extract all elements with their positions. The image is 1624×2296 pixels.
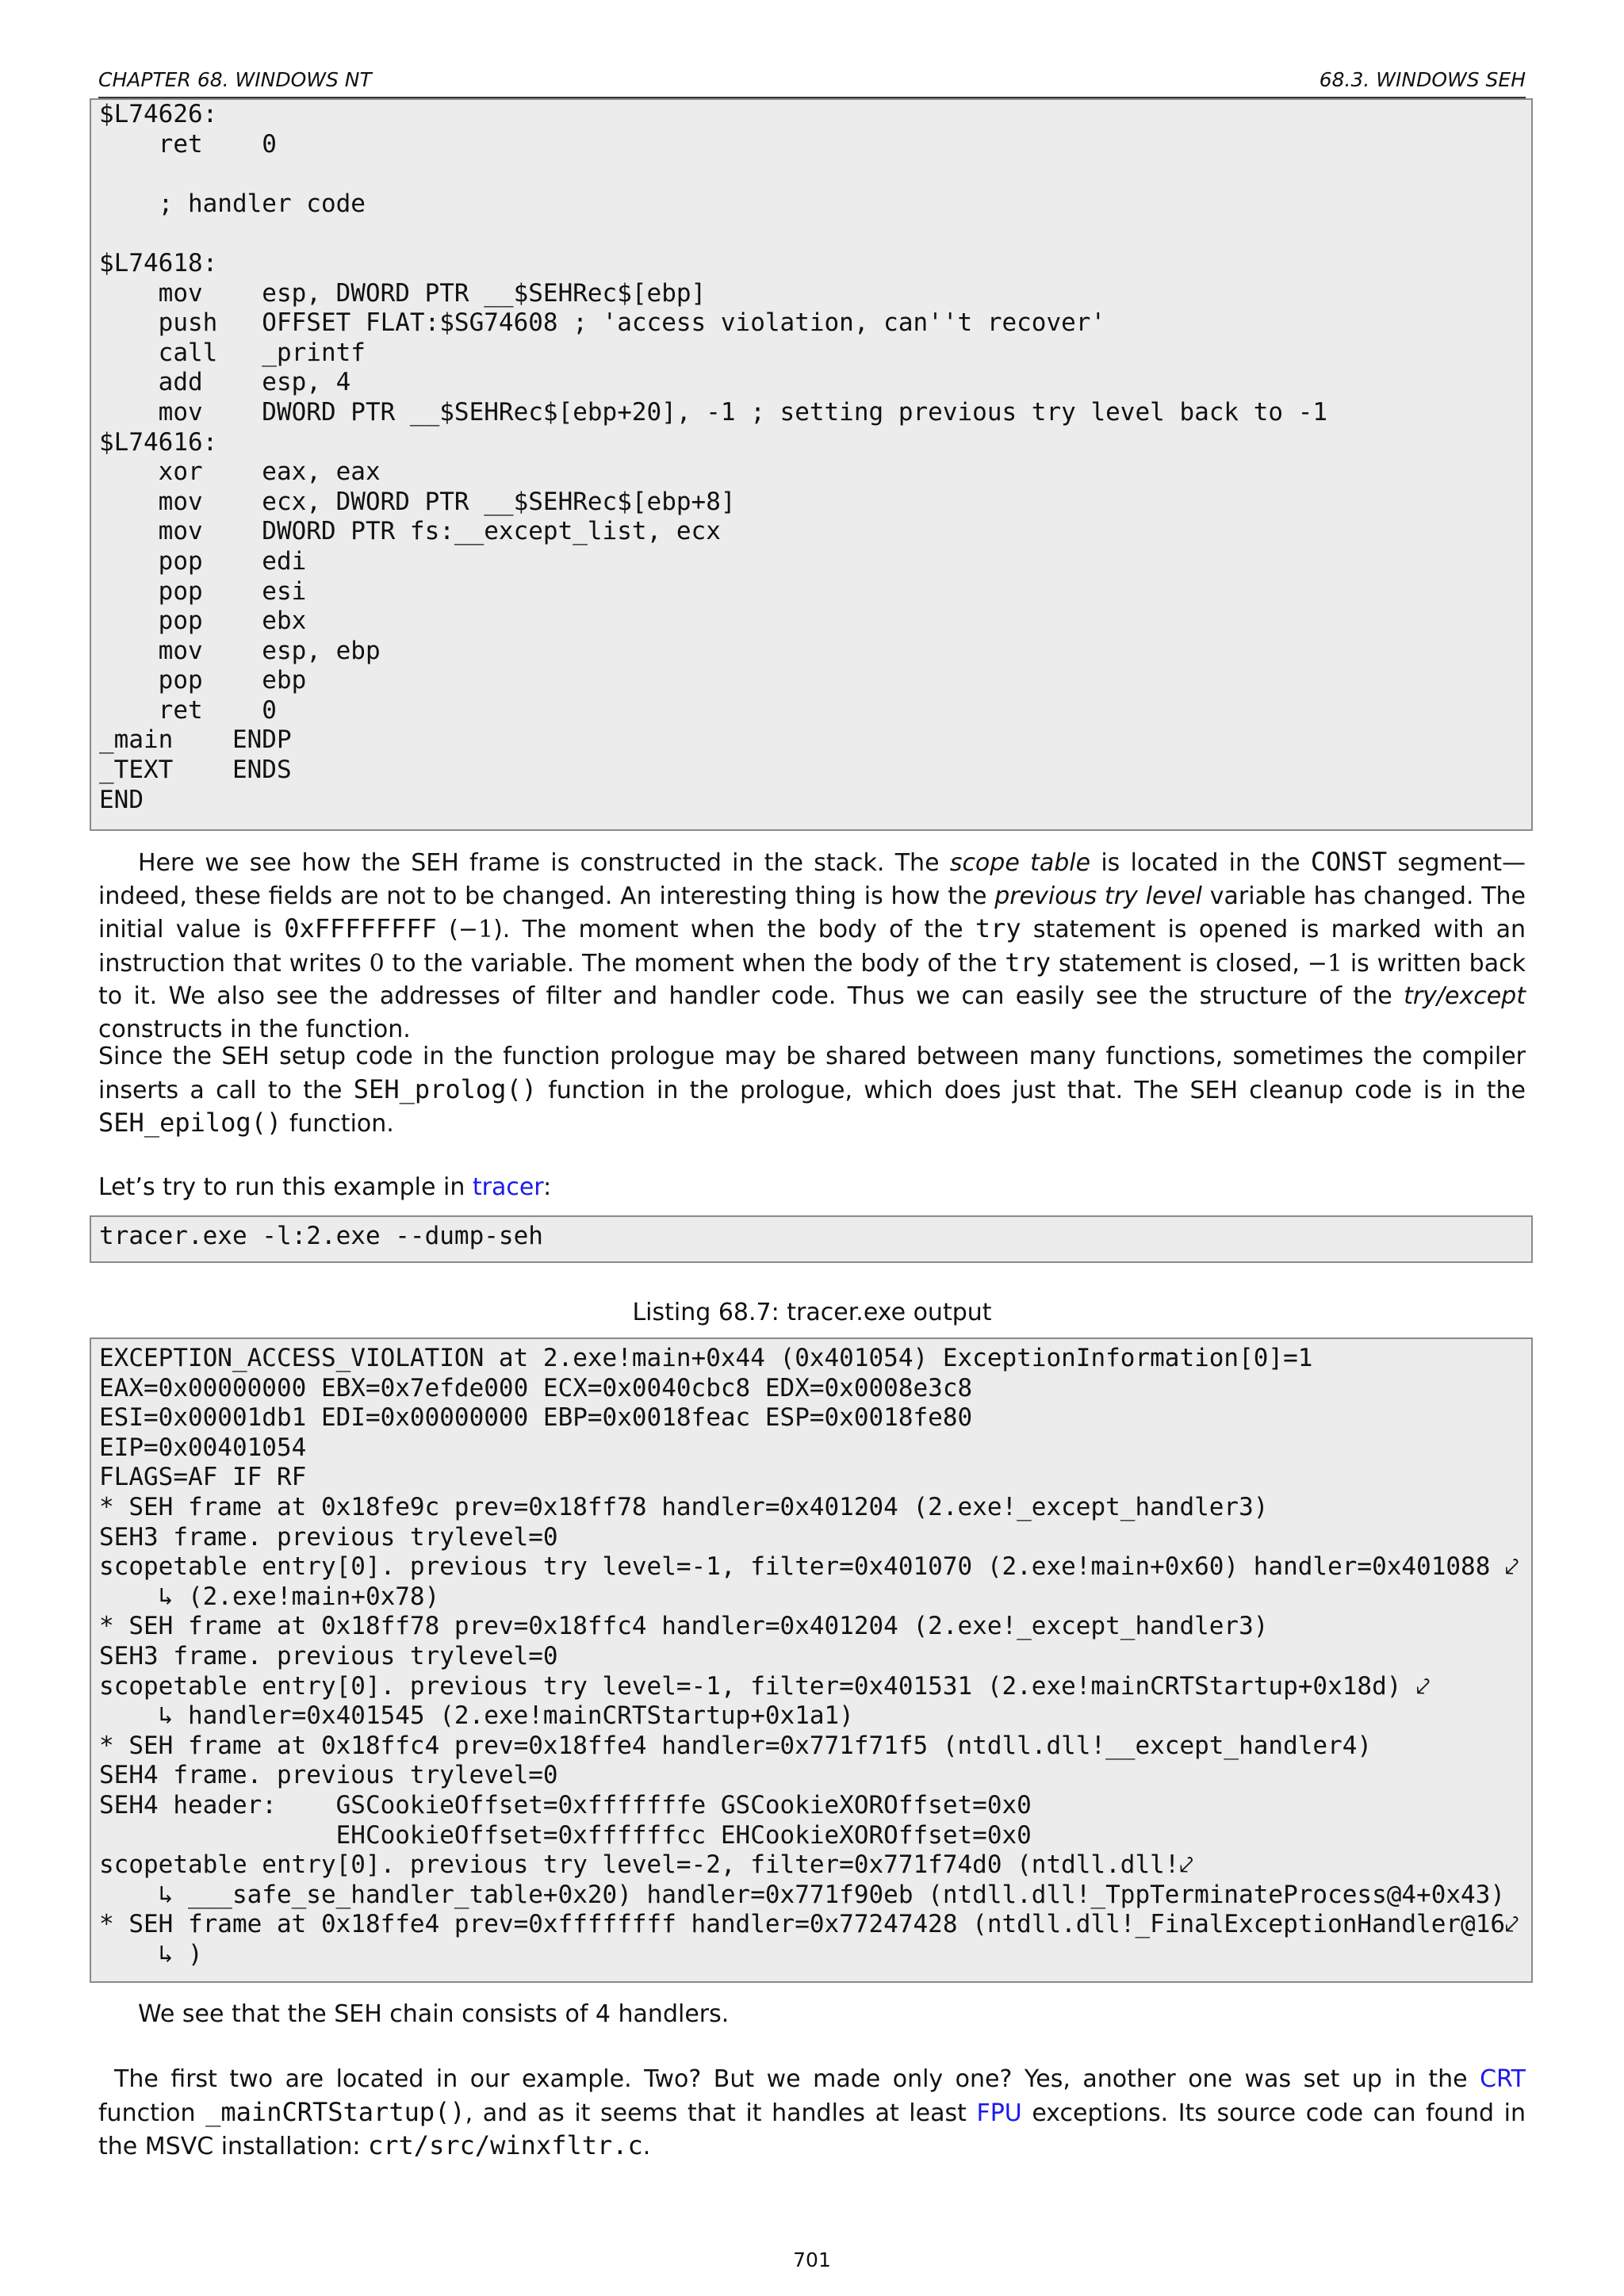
code-line: SEH4 frame. previous trylevel=0	[99, 1761, 558, 1790]
code-line: pop esi	[99, 576, 307, 606]
code-line: ↳ handler=0x401545 (2.exe!mainCRTStartup+0x1a1)	[99, 1701, 854, 1731]
code-line: * SEH frame at 0x18ffe4 prev=0xffffffff handler=0x77247428 (ntdll.dll!_FinalExceptionHandler@16⤦	[99, 1910, 1519, 1939]
code-line: END	[99, 785, 144, 814]
code-line: xor eax, eax	[99, 457, 381, 487]
code-line: push OFFSET FLAT:$SG74608 ; 'access violation, can''t recover'	[99, 308, 1106, 338]
code-seh-prolog: SEH_prolog()	[353, 1073, 537, 1104]
code-block	[91, 1217, 1531, 1252]
code-line: pop ebp	[99, 666, 307, 695]
link-fpu[interactable]: FPU	[976, 2099, 1022, 2127]
code-line: ; handler code	[99, 189, 366, 218]
code-line: FLAGS=AF IF RF	[99, 1463, 307, 1492]
paragraph-seh-frame: Here we see how the SEH frame is constructed in the stack. The scope table is located in the CONST segment— indeed, these fields are not to be changed. An interesting thing is how the previous try level variable has changed. The initial value is 0xFFFFFFFF (−1). The moment when the body of the try statement is opened is marked with an instruction that writes 0 to the variable. The moment when the body of the try statement is closed, −1 is written back to it. We also see the addresses of filter and handler code. Thus we can easily see the structure of the try/except constructs in the function.	[98, 847, 1526, 1043]
listing-caption: Listing 68.7: tracer.exe output	[632, 1299, 992, 1326]
code-line: call _printf	[99, 338, 366, 367]
code-line: EHCookieOffset=0xffffffcc EHCookieXOROffset=0x0	[99, 1820, 1032, 1850]
code-line: ↳ )	[99, 1939, 203, 1969]
code-line: mov ecx, DWORD PTR __$SEHRec$[ebp+8]	[99, 487, 736, 516]
code-line: mov esp, DWORD PTR __$SEHRec$[ebp]	[99, 278, 707, 308]
code-block	[91, 1339, 1531, 1969]
code-line: EXCEPTION_ACCESS_VIOLATION at 2.exe!main+0x44 (0x401054) ExceptionInformation[0]=1	[99, 1344, 1313, 1372]
running-header	[98, 68, 1526, 98]
term-scope-table: scope table	[949, 849, 1091, 877]
code-line: SEH3 frame. previous trylevel=0	[99, 1522, 558, 1552]
link-crt[interactable]: CRT	[1480, 2065, 1526, 2093]
code-line: SEH3 frame. previous trylevel=0	[99, 1641, 558, 1670]
code-line: ESI=0x00001db1 EDI=0x00000000 EBP=0x0018feac ESP=0x0018fe80	[99, 1403, 973, 1433]
code-line: $L74618:	[99, 248, 218, 277]
code-line: pop ebx	[99, 607, 307, 636]
code-maincrtstartup: _mainCRTStartup()	[205, 2096, 465, 2127]
term-try-except: try/except	[1404, 982, 1526, 1010]
paragraph-tracer: Let’s try to run this example in tracer:	[98, 1173, 552, 1201]
code-line: scopetable entry[0]. previous try level=-2, filter=0x771f74d0 (ntdll.dll!⤦	[99, 1850, 1193, 1880]
code-line: _main ENDP	[99, 725, 292, 755]
code-listing-command	[90, 1215, 1533, 1263]
code-line: EAX=0x00000000 EBX=0x7efde000 ECX=0x0040cbc8 EDX=0x0008e3c8	[99, 1373, 973, 1402]
code-const: CONST	[1310, 847, 1388, 877]
paragraph-seh-prolog: Since the SEH setup code in the function prologue may be shared between many functions, sometimes the compiler inserts a call to the SEH_prolog() function in the prologue, which does just that. The SEH cleanup code is in the SEH_epilog() function.	[98, 1043, 1526, 1138]
code-listing-top	[90, 98, 1533, 831]
paragraph-seh-chain: We see that the SEH chain consists of 4 handlers.	[138, 2000, 730, 2028]
code-listing-output	[90, 1337, 1533, 1983]
code-line: tracer.exe -l:2.exe --dump-seh	[99, 1222, 543, 1250]
code-seh-epilog: SEH_epilog()	[98, 1108, 282, 1138]
code-line: scopetable entry[0]. previous try level=-1, filter=0x401531 (2.exe!mainCRTStartup+0x18d) ⤦	[99, 1671, 1431, 1701]
code-try: try	[1005, 947, 1051, 978]
page-number: 701	[793, 2248, 831, 2271]
code-line: * SEH frame at 0x18fe9c prev=0x18ff78 handler=0x401204 (2.exe!_except_handler3)	[99, 1492, 1269, 1521]
code-line: scopetable entry[0]. previous try level=-1, filter=0x401070 (2.exe!main+0x60) handler=0x401088 ⤦	[99, 1552, 1519, 1582]
code-line: EIP=0x00401054	[99, 1433, 307, 1462]
code-line: ret 0	[99, 129, 277, 159]
code-line: _TEXT ENDS	[99, 756, 292, 785]
code-block	[91, 100, 1531, 815]
code-ffffffff: 0xFFFFFFFF	[284, 913, 437, 943]
paragraph-first-two: The first two are located in our example. Two? But we made only one? Yes, another one was set up in the CRT function _mainCRTStartup(), and as it seems that it handles at least FPU exceptions. Its source code can found in the MSVC installation: crt/src/winxfltr.c.	[98, 2065, 1526, 2160]
term-previous-try-level: previous try level	[994, 882, 1202, 910]
code-line: * SEH frame at 0x18ffc4 prev=0x18ffe4 handler=0x771f71f5 (ntdll.dll!__except_handler4)	[99, 1731, 1373, 1760]
code-try: try	[975, 913, 1021, 943]
code-line: SEH4 header: GSCookieOffset=0xfffffffe GSCookieXOROffset=0x0	[99, 1790, 1032, 1820]
code-line: mov DWORD PTR __$SEHRec$[ebp+20], -1 ; setting previous try level back to -1	[99, 397, 1328, 427]
code-line: mov DWORD PTR fs:__except_list, ecx	[99, 517, 721, 546]
code-line: ret 0	[99, 695, 277, 725]
section-title: 68.3. WINDOWS SEH	[1319, 68, 1526, 91]
code-line: $L74626:	[99, 100, 218, 128]
code-line: * SEH frame at 0x18ff78 prev=0x18ffc4 handler=0x401204 (2.exe!_except_handler3)	[99, 1612, 1269, 1641]
code-line: mov esp, ebp	[99, 636, 381, 665]
code-line: pop edi	[99, 546, 307, 576]
code-line: ↳ ___safe_se_handler_table+0x20) handler=0x771f90eb (ntdll.dll!_TppTerminateProcess@4+0x43)	[99, 1880, 1506, 1909]
link-tracer[interactable]: tracer	[472, 1173, 544, 1201]
code-line: add esp, 4	[99, 368, 351, 397]
chapter-title: CHAPTER 68. WINDOWS NT	[98, 68, 372, 91]
code-winxfltr-path: crt/src/winxfltr.c	[368, 2130, 643, 2160]
code-line: ↳ (2.exe!main+0x78)	[99, 1582, 440, 1611]
code-line: $L74616:	[99, 427, 218, 457]
